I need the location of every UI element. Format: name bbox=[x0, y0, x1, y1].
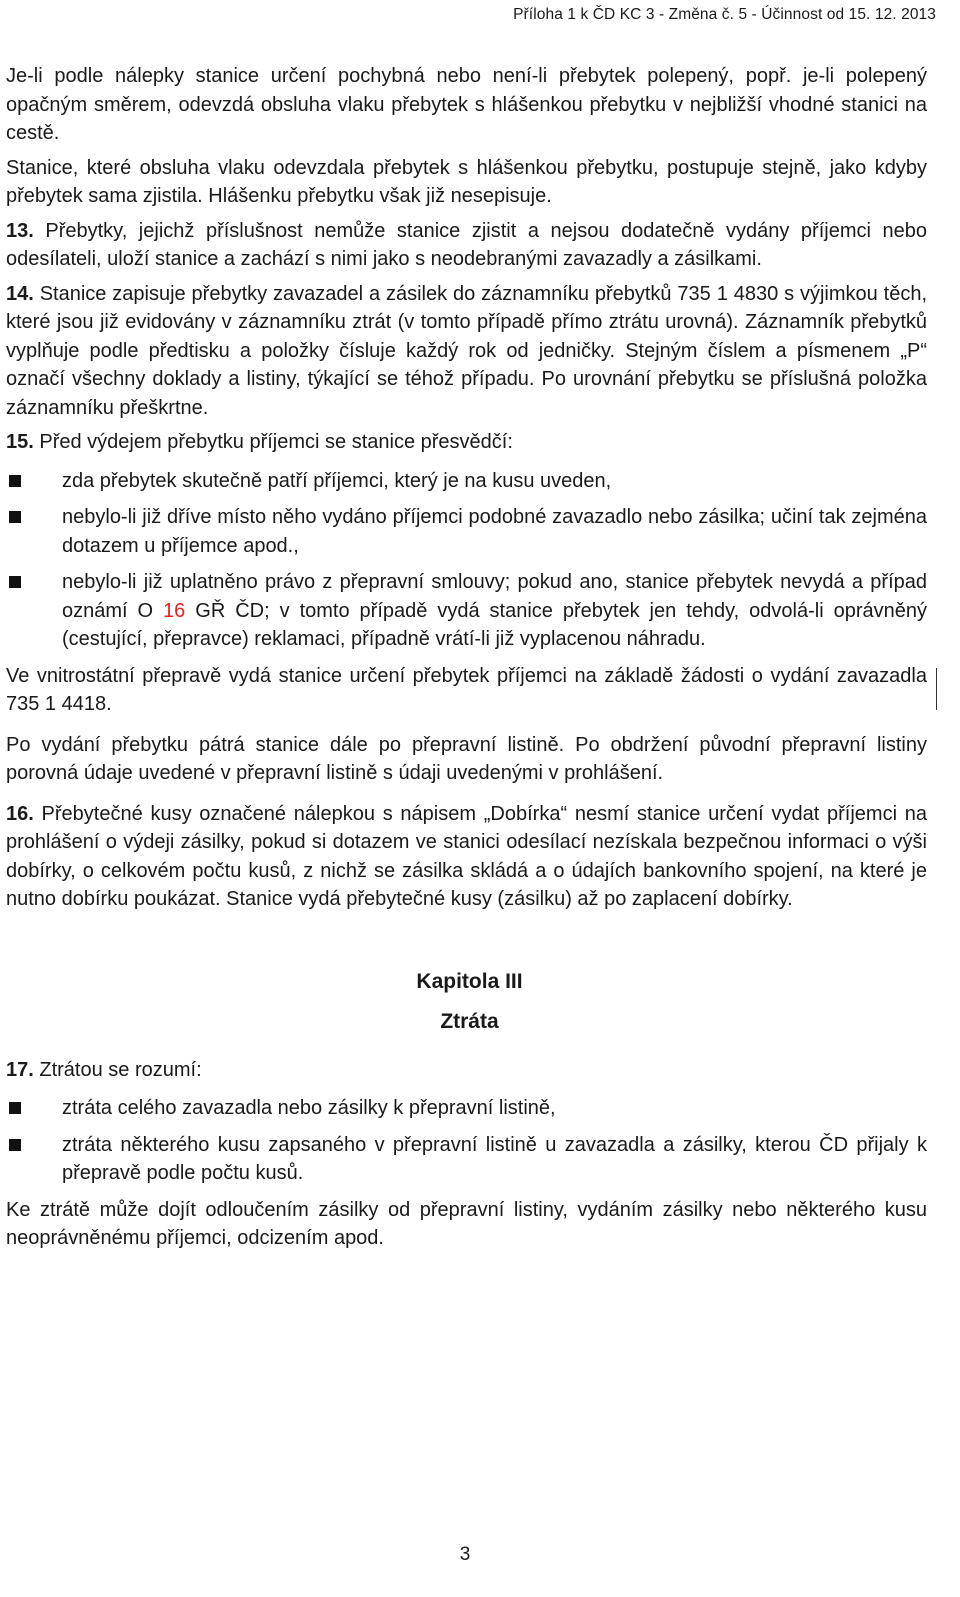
list-item: zda přebytek skutečně patří příjemci, který je na kusu uveden, bbox=[6, 467, 927, 496]
paragraph-intro-2: Stanice, které obsluha vlaku odevzdala přebytek s hlášenkou přebytku, postupuje stejně, jako kdyby přebytek sama zjistila. Hlášenku přebytku však již nesepisuje. bbox=[6, 156, 927, 207]
paragraph-text: Přebytky, jejichž příslušnost nemůže stanice zjistit a nejsou dodatečně vydány příjemci nebo odesílateli, uloží stanice a zachází s nimi jako s neodebranými zavazadly a zásilkami. bbox=[6, 219, 927, 270]
list-item: nebylo-li již dříve místo něho vydáno příjemci podobné zavazadlo nebo zásilka; učiní tak zejména dotazem u příjemce apod., bbox=[6, 503, 927, 560]
chapter-subtitle: Ztráta bbox=[440, 1009, 499, 1033]
paragraph-domestic: Ve vnitrostátní přepravě vydá stanice určení přebytek příjemci na základě žádosti o vydání zavazadla 735 1 4418. bbox=[6, 664, 927, 715]
paragraph-number: 17. bbox=[6, 1058, 34, 1081]
paragraph-search: Po vydání přebytku pátrá stanice dále po přepravní listině. Po obdržení původní přepravní listiny porovná údaje uvedené v přepravní listině s údaji uvedenými v prohlášení. bbox=[6, 733, 927, 784]
paragraph-text: Přebytečné kusy označené nálepkou s nápisem „Dobírka“ nesmí stanice určení vydat příjemci na prohlášení o výdeji zásilky, pokud si dotazem ve stanici odesílací nezískala bezpečnou informaci o výši dobírky, o celkovém počtu kusů, z nichž se zásilka skládá a o údajích bankovního spojení, na které je nutno dobírku poukázat. Stanice vydá přebytečné kusy (zásilku) až po zaplacení dobírky. bbox=[6, 802, 927, 910]
paragraph-13 bbox=[6, 217, 927, 274]
list-item-text: GŘ ČD; v tomto případě vydá stanice přebytek jen tehdy, odvolá-li oprávněný (cestující, přepravce) reklamaci, případně vrátí-li již vyplacenou náhradu. bbox=[62, 599, 927, 650]
paragraph-number: 15. bbox=[6, 431, 34, 453]
paragraph-text: Před výdejem přebytku příjemci se stanice přesvědčí: bbox=[33, 431, 513, 453]
bullet-list-17 bbox=[6, 1094, 927, 1188]
paragraph-text: Ztrátou se rozumí: bbox=[33, 1058, 202, 1081]
chapter-heading bbox=[6, 962, 927, 1042]
paragraph-text: Stanice zapisuje přebytky zavazadel a zásilek do záznamníku přebytků 735 1 4830 s výjimkou těch, které jsou již evidovány v záznamníku ztrát (v tomto případě přímo ztrátu urovná). Záznamník přebytků vyplňuje podle předtisku a položky čísluje každý rok od jedničky. Stejným číslem a písmenem „P“ označí všechny doklady a listiny, týkající se téhož případu. Po urovnání přebytku se příslušná položka záznamníku přeškrtne. bbox=[6, 282, 927, 419]
bullet-list-15 bbox=[6, 467, 927, 654]
list-item: ztráta některého kusu zapsaného v přepravní listině u zavazadla a zásilky, kterou ČD přijaly k přepravě podle počtu kusů. bbox=[6, 1131, 927, 1188]
list-item-text: nebylo-li již uplatněno právo z přepravní smlouvy; pokud ano, stanice přebytek nevydá a případ oznámí O bbox=[62, 571, 927, 622]
chapter-title: Kapitola III bbox=[416, 969, 523, 993]
highlighted-number: 16 bbox=[163, 599, 186, 622]
list-item: ztráta celého zavazadla nebo zásilky k přepravní listině, bbox=[6, 1094, 927, 1123]
paragraph-15 bbox=[6, 428, 927, 457]
paragraph-number: 14. bbox=[6, 282, 34, 305]
page-header: Příloha 1 k ČD KC 3 - Změna č. 5 - Účinnost od 15. 12. 2013 bbox=[513, 6, 936, 23]
page-number: 3 bbox=[459, 1544, 471, 1565]
paragraph-loss: Ke ztrátě může dojít odloučením zásilky od přepravní listiny, vydáním zásilky nebo některého kusu neoprávněnému příjemci, odcizením apod. bbox=[6, 1198, 927, 1249]
paragraph-17 bbox=[6, 1056, 927, 1085]
paragraph-number: 13. bbox=[6, 219, 34, 242]
change-bar bbox=[936, 668, 937, 710]
paragraph-16 bbox=[6, 800, 927, 914]
document-body bbox=[6, 62, 927, 1253]
paragraph-intro-1: Je-li podle nálepky stanice určení pochybná nebo není-li přebytek polepený, popř. je-li polepený opačným směrem, odevzdá obsluha vlaku přebytek s hlášenkou přebytku v nejbližší vhodné stanici na cestě. bbox=[6, 65, 927, 144]
paragraph-number: 16. bbox=[6, 802, 34, 825]
paragraph-14 bbox=[6, 280, 927, 423]
list-item bbox=[6, 568, 927, 654]
